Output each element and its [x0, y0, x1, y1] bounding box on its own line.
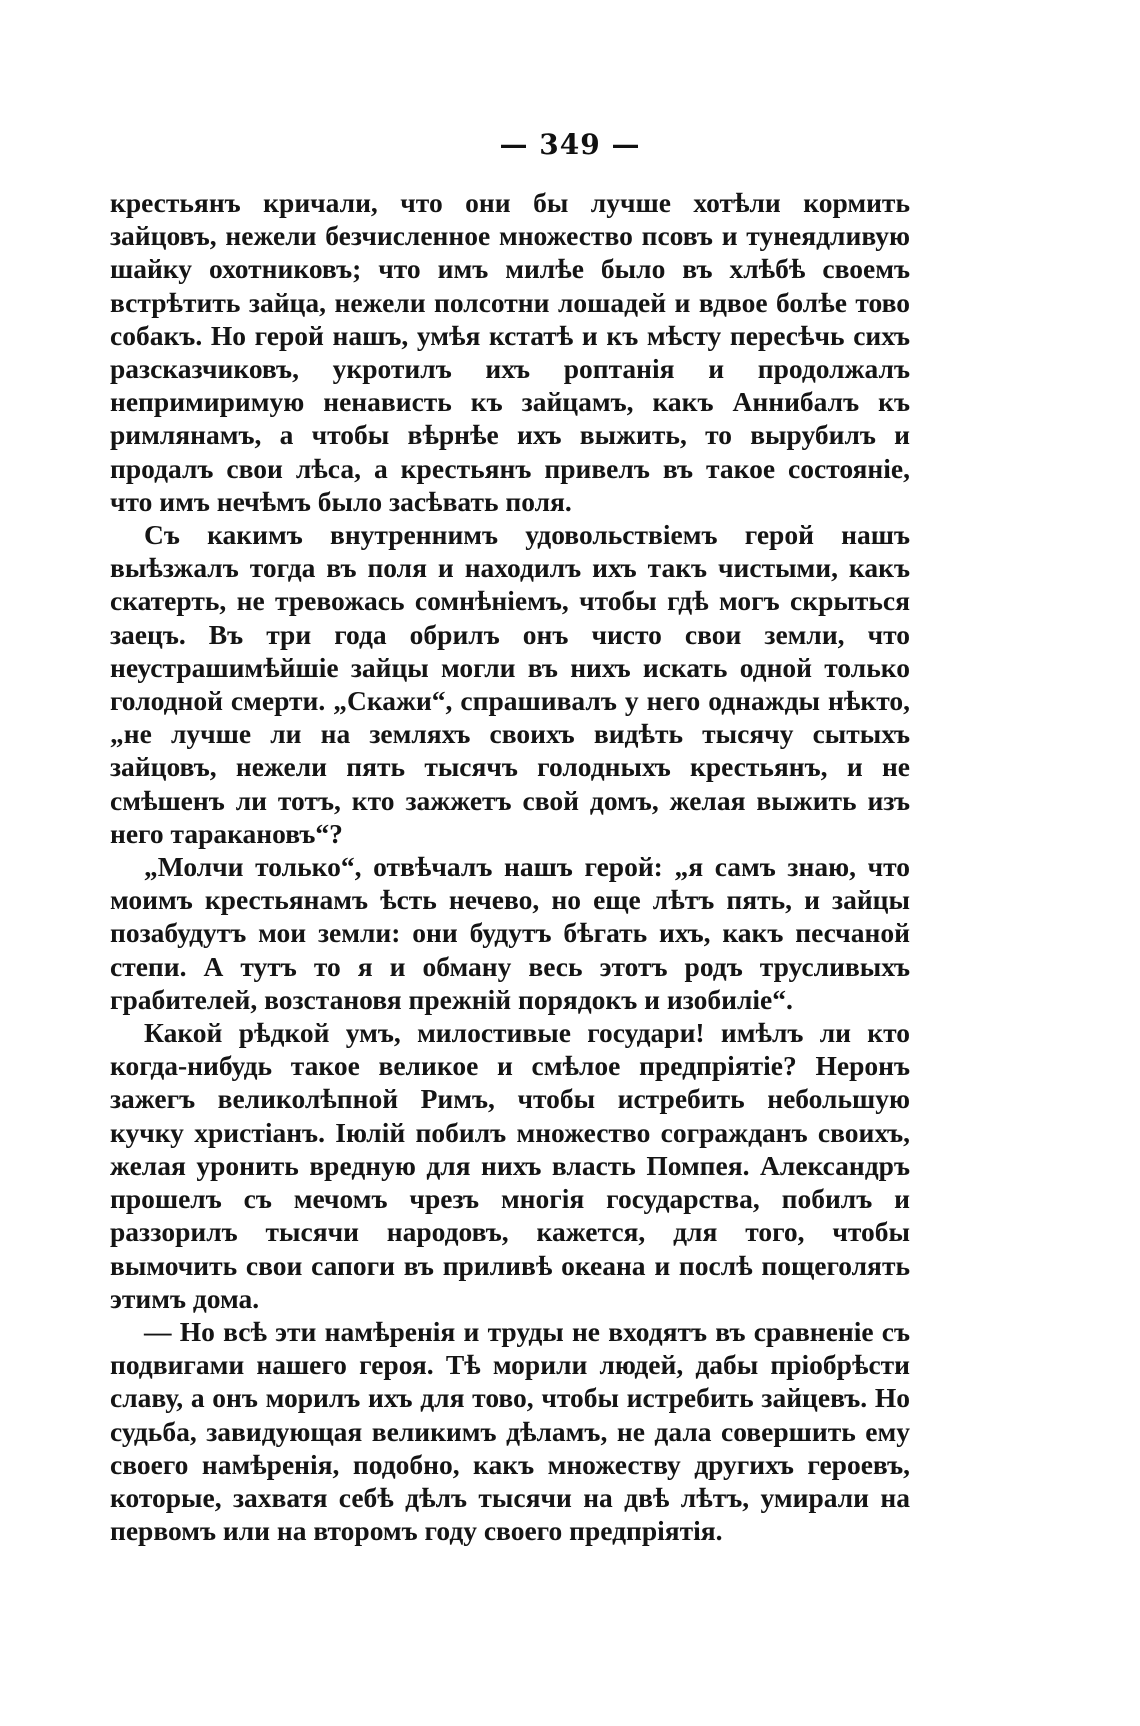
paragraph-3: „Молчи только“, отвѣчалъ нашъ герой: „я самъ знаю, что моимъ крестьянамъ ѣсть нечево, но еще лѣтъ пять, и зайцы позабудутъ мои земли: они будутъ бѣгать ихъ, какъ песчаной степи. А тутъ то я и обману весь этотъ родъ трусливыхъ грабителей, возстановя прежній порядокъ и изобиліе“.	[110, 851, 910, 1015]
body-text	[110, 186, 910, 1547]
paragraph-2: Съ какимъ внутреннимъ удовольствіемъ герой нашъ выѣзжалъ тогда въ поля и находилъ ихъ такъ чистыми, какъ скатерть, не тревожась сомнѣніемъ, чтобы гдѣ могъ скрыться заецъ. Въ три года обрилъ онъ чисто свои земли, что неустрашимѣйшіе зайцы могли въ нихъ искать одной только голодной смерти. „Скажи“, спрашивалъ у него однажды нѣкто, „не лучше ли на земляхъ своихъ видѣть тысячу сытыхъ зайцовъ, нежели пять тысячъ голодныхъ крестьянъ, и не смѣшенъ ли тотъ, кто зажжетъ свой домъ, желая выжить изъ него таракановъ“?	[110, 519, 910, 849]
page-number: — 349 —	[499, 128, 641, 161]
paragraph-1: крестьянъ кричали, что они бы лучше хотѣли кормить зайцовъ, нежели безчисленное множество псовъ и тунеядливую шайку охотниковъ; что имъ милѣе было въ хлѣбѣ своемъ встрѣтить зайца, нежели полсотни лошадей и вдвое болѣе тово собакъ. Но герой нашъ, умѣя кстатѣ и къ мѣсту пересѣчь сихъ разсказчиковъ, укротилъ ихъ роптанія и продолжалъ непримиримую ненависть къ зайцамъ, какъ Аннибалъ къ римлянамъ, а чтобы вѣрнѣе ихъ выжить, то вырубилъ и продалъ свои лѣса, а крестьянъ привелъ въ такое состояніе, что имъ нечѣмъ было засѣвать поля.	[110, 187, 910, 517]
paragraph-5: — Но всѣ эти намѣренія и труды не входятъ въ сравненіе съ подвигами нашего героя. Тѣ морили людей, дабы пріобрѣсти славу, а онъ морилъ ихъ для тово, чтобы истребить зайцевъ. Но судьба, завидующая великимъ дѣламъ, не дала совершить ему своего намѣренія, подобно, какъ множеству другихъ героевъ, которые, захватя себѣ дѣлъ тысячи на двѣ лѣтъ, умирали на первомъ или на второмъ году своего предпріятія.	[110, 1315, 910, 1547]
paragraph-4: Какой рѣдкой умъ, милостивые государи! имѣлъ ли кто когда-нибудь такое великое и смѣлое предпріятіе? Неронъ зажегъ великолѣпной Римъ, чтобы истребить небольшую кучку христіанъ. Іюлій побилъ множество согражданъ своихъ, желая уронить вредную для нихъ власть Помпея. Александръ прошелъ съ мечомъ чрезъ многія государства, побилъ и раззорилъ тысячи народовъ, кажется, для того, чтобы вымочить свои сапоги въ приливѣ океана и послѣ пощеголять этимъ дома.	[110, 1017, 910, 1314]
